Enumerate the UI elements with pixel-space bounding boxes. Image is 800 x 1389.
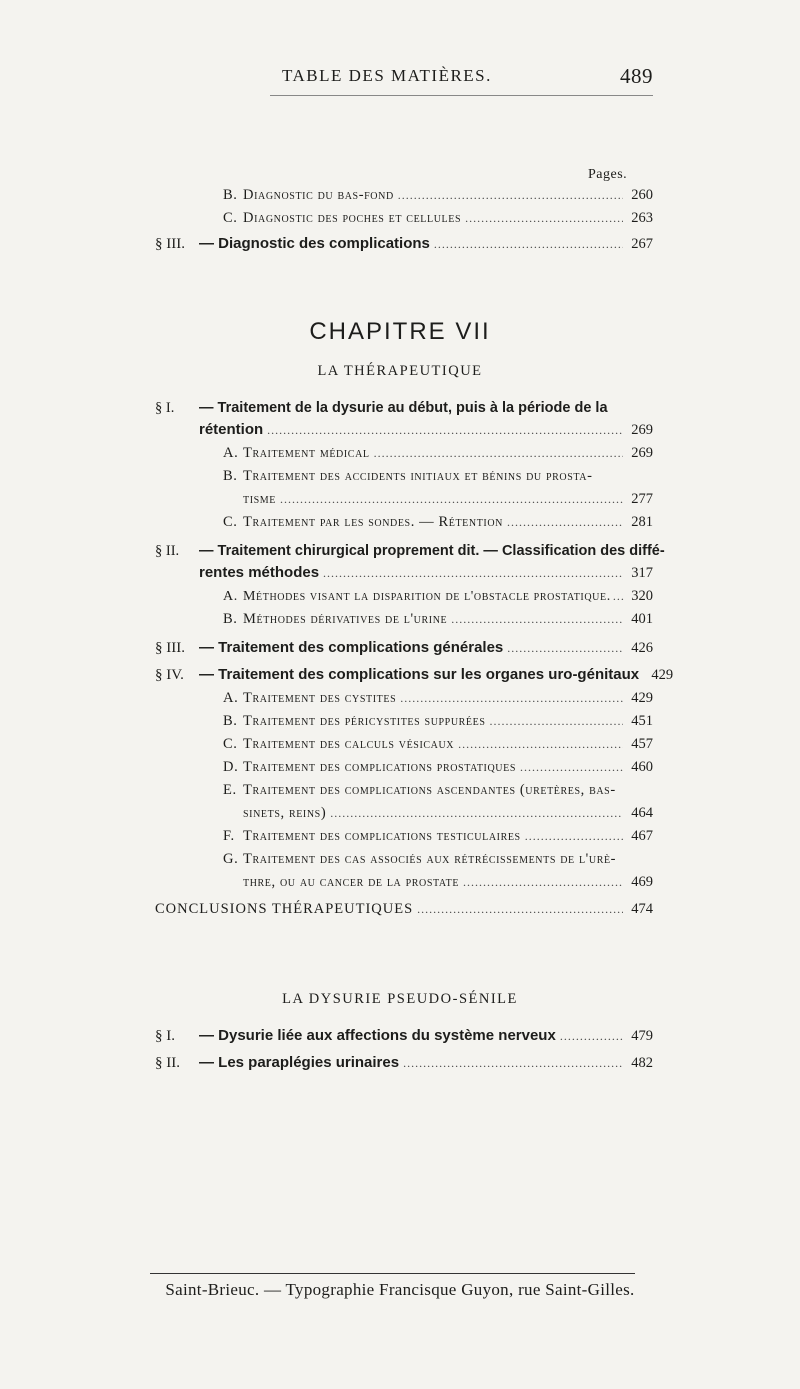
leader-dots <box>507 511 623 533</box>
toc-entry[interactable] <box>155 898 653 920</box>
toc-entry-page: 277 <box>631 491 653 507</box>
toc-entry-page: 260 <box>631 187 653 203</box>
toc-entry[interactable] <box>199 419 653 441</box>
toc-entry-label: G. Traitement des cas associés aux rétrécissements de l'urè- <box>223 851 617 867</box>
appendix-title: LA DYSURIE PSEUDO-SÉNILE <box>282 991 518 1007</box>
leader-dots <box>417 898 623 920</box>
leader-dots <box>323 562 623 584</box>
toc-entry-label: § I. — Dysurie liée aux affections du système nerveux <box>155 1027 556 1044</box>
running-head-title: TABLE DES MATIÈRES. <box>282 66 492 85</box>
toc-entry[interactable] <box>223 825 653 847</box>
toc-entry-label: thre, ou au cancer de la prostate <box>243 874 460 890</box>
toc-entry-page: 451 <box>631 713 653 729</box>
leader-dots <box>463 871 623 893</box>
page-number: 489 <box>620 64 653 88</box>
toc-entry-label: rentes méthodes <box>199 564 320 581</box>
toc-entry[interactable] <box>223 756 653 778</box>
toc-entry-label: CONCLUSIONS THÉRAPEUTIQUES <box>155 901 414 917</box>
toc-entry-page: 429 <box>631 690 653 706</box>
toc-entry[interactable] <box>155 637 653 659</box>
leader-dots <box>267 419 623 441</box>
toc-entry[interactable] <box>223 733 653 755</box>
toc-entry-page: 464 <box>631 805 653 821</box>
toc-entry-page: 269 <box>631 445 653 461</box>
toc-entry[interactable] <box>223 184 653 206</box>
toc-entry[interactable] <box>243 802 653 824</box>
toc-entry-label: A. Méthodes visant la disparition de l'obstacle prostatique. <box>223 589 611 604</box>
toc-entry[interactable] <box>223 442 653 464</box>
toc-entry-label: B. Méthodes dérivatives de l'urine <box>223 611 448 627</box>
toc-entry-label: C. Diagnostic des poches et cellules <box>223 210 462 226</box>
leader-dots <box>525 825 623 847</box>
leader-dots <box>400 687 623 709</box>
toc-section-heading[interactable]: § II. — Traitement chirurgical proprement dit. — Classification des diffé- <box>155 543 665 559</box>
leader-dots <box>507 637 623 659</box>
toc-entry-label: C. Traitement par les sondes. — Rétention <box>223 514 503 530</box>
toc-entry-label: D. Traitement des complications prostatiques <box>223 759 516 775</box>
pages-column-label: Pages. <box>588 167 628 182</box>
leader-dots <box>330 802 623 824</box>
toc-entry[interactable] <box>243 488 653 510</box>
toc-entry-page: 320 <box>631 588 653 604</box>
toc-entry-label: B. Diagnostic du bas-fond <box>223 187 394 203</box>
leader-dots <box>398 184 623 206</box>
toc-entry[interactable] <box>155 233 653 255</box>
toc-entry[interactable] <box>199 562 653 584</box>
toc-entry-page: 281 <box>631 514 653 530</box>
toc-entry-label: § IV. — Traitement des complications sur les organes uro-génitaux <box>155 666 640 683</box>
chapter-title: CHAPITRE VII <box>309 318 491 345</box>
toc-entry-label: § II. — Les paraplégies urinaires <box>155 1054 400 1071</box>
toc-entry-page: 460 <box>631 759 653 775</box>
toc-entry-page: 482 <box>631 1055 653 1071</box>
printer-imprint: Saint-Brieuc. — Typographie Francisque Guyon, rue Saint-Gilles. <box>165 1280 635 1299</box>
toc-entry[interactable] <box>155 1052 653 1074</box>
leader-dots <box>465 207 623 229</box>
toc-entry-page: 469 <box>631 874 653 890</box>
leader-dots <box>403 1052 623 1074</box>
toc-entry[interactable] <box>223 687 653 709</box>
toc-entry-page: 457 <box>631 736 653 752</box>
toc-entry-label: C. Traitement des calculs vésicaux <box>223 736 455 752</box>
leader-dots <box>451 608 623 630</box>
toc-entry-label: B. Traitement des accidents initiaux et bénins du prosta- <box>223 468 593 484</box>
leader-dots <box>490 710 623 732</box>
leader-dots <box>374 442 623 464</box>
toc-entry-page: 263 <box>631 210 653 226</box>
toc-entry[interactable] <box>223 608 653 630</box>
leader-dots <box>560 1025 623 1047</box>
toc-entry-label: tisme <box>243 491 276 507</box>
toc-entry-page: 479 <box>631 1028 653 1044</box>
toc-entry[interactable] <box>223 511 653 533</box>
leader-dots <box>434 233 623 255</box>
toc-entry-label: A. Traitement médical <box>223 445 370 461</box>
leader-dots <box>280 488 623 510</box>
toc-entry-page: 429 <box>651 667 674 683</box>
footer-rule <box>150 1273 635 1274</box>
toc-entry-page: 426 <box>631 640 653 656</box>
toc-entry[interactable] <box>155 664 674 686</box>
toc-entry-page: 317 <box>631 565 653 581</box>
toc-entry[interactable] <box>223 207 653 229</box>
header-rule <box>270 95 653 96</box>
toc-section-heading[interactable]: § I. — Traitement de la dysurie au début, puis à la période de la <box>155 400 608 416</box>
toc-entry-label: B. Traitement des péricystites suppurées <box>223 713 486 729</box>
leader-dots <box>613 585 625 607</box>
toc-entry-page: 269 <box>631 422 653 438</box>
toc-entry-label: rétention <box>199 421 264 438</box>
toc-entry-label: E. Traitement des complications ascendantes (uretères, bas- <box>223 782 616 798</box>
toc-entry-label: sinets, reins) <box>243 805 327 821</box>
toc-entry-page: 474 <box>631 901 653 917</box>
toc-entry-label: A. Traitement des cystites <box>223 690 397 706</box>
toc-entry-label: F. Traitement des complications testiculaires <box>223 828 521 844</box>
leader-dots <box>458 733 623 755</box>
chapter-subtitle: LA THÉRAPEUTIQUE <box>317 363 483 379</box>
toc-entry-page: 467 <box>631 828 653 844</box>
leader-dots <box>520 756 623 778</box>
toc-entry[interactable] <box>243 871 653 893</box>
toc-entry[interactable] <box>223 710 653 732</box>
toc-entry[interactable] <box>223 585 653 607</box>
toc-entry-label: § III. — Traitement des complications générales <box>155 639 504 656</box>
toc-entry-page: 267 <box>631 236 653 252</box>
running-head <box>270 66 653 90</box>
toc-entry-page: 401 <box>631 611 653 627</box>
toc-entry[interactable] <box>155 1025 653 1047</box>
toc-entry-label: § III. — Diagnostic des complications <box>155 235 430 252</box>
